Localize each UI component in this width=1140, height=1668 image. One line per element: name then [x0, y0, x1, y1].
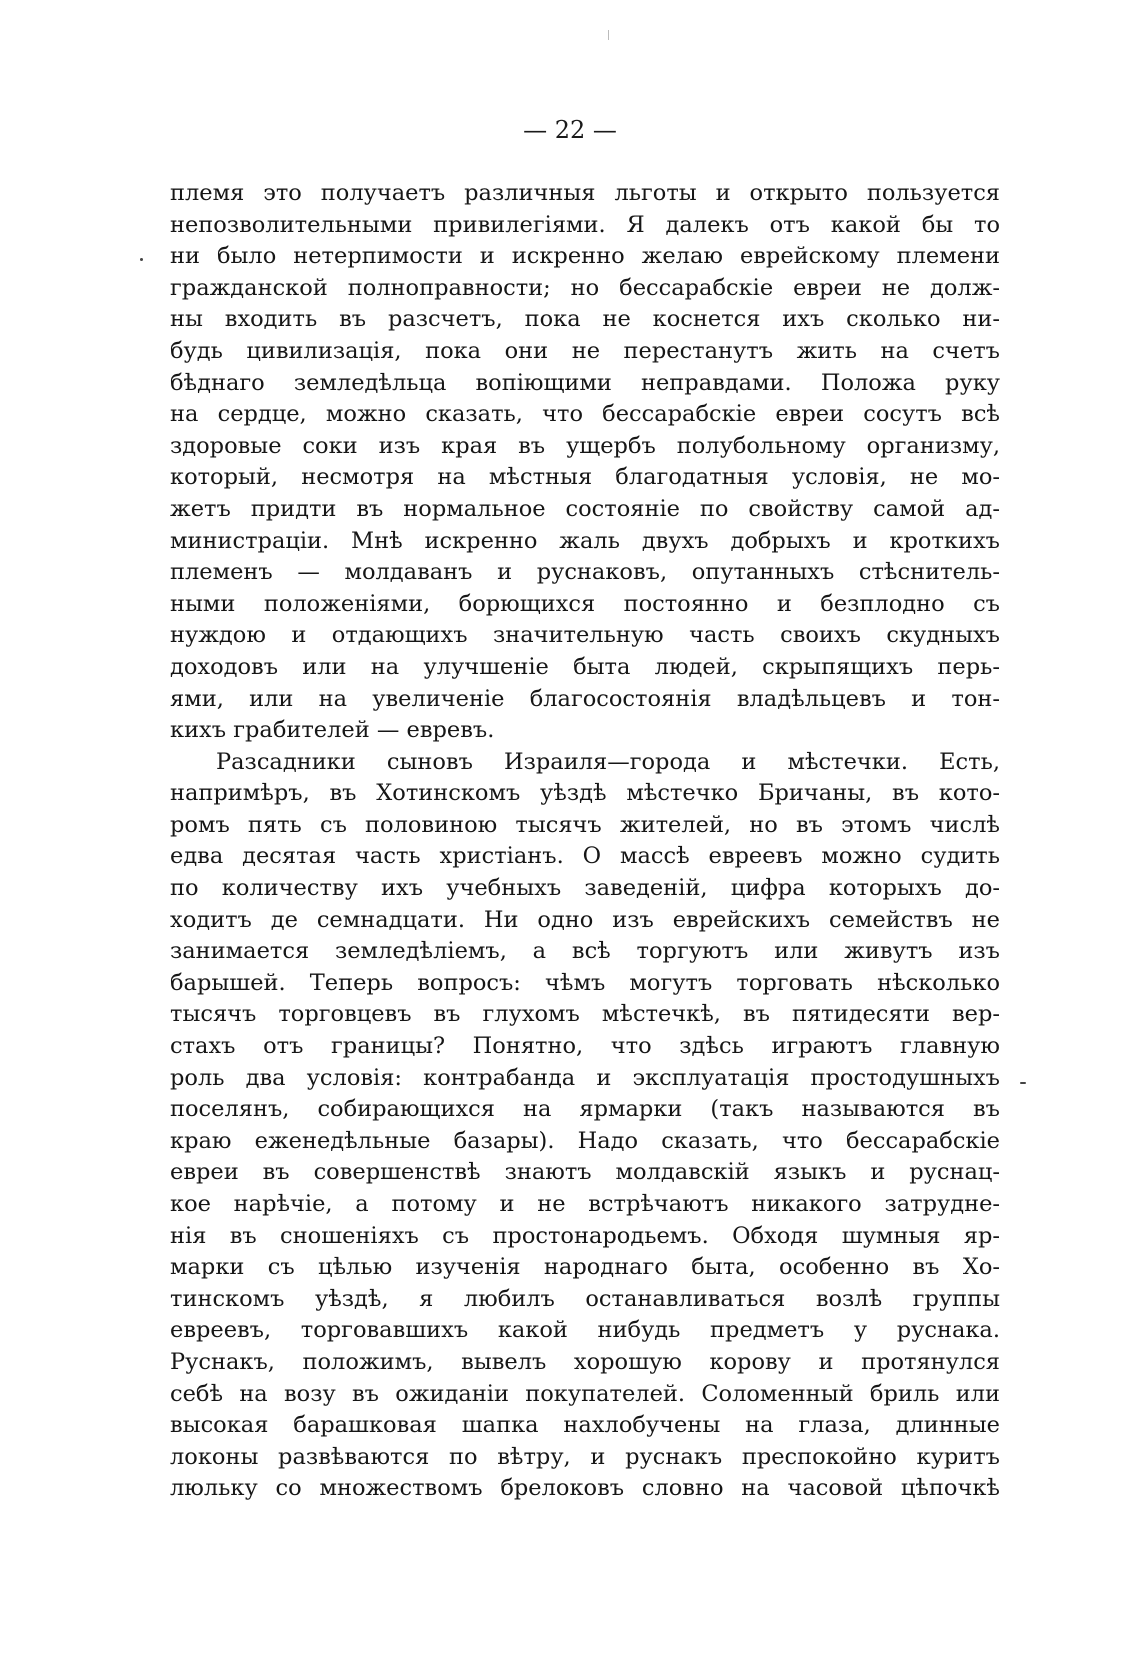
text-line: кое нарѣчіе, а потому и не встрѣчаютъ никакого затрудне-: [170, 1191, 1000, 1217]
text-line: ни было нетерпимости и искренно желаю еврейскому племени: [170, 243, 1000, 270]
text-line: занимается земледѣліемъ, а всѣ торгуютъ или живутъ изъ: [170, 938, 1000, 965]
text-line: на сердце, можно сказать, что бессарабскіе евреи сосутъ всѣ: [170, 401, 1000, 428]
text-line: здоровые соки изъ края въ ущербъ полубольному организму,: [170, 432, 1000, 459]
body-text: [170, 178, 1000, 1505]
text-line: стахъ отъ границы? Понятно, что здѣсь играютъ главную: [170, 1033, 1000, 1060]
text-line: евреевъ, торговавшихъ какой нибудь предметъ у руснака.: [170, 1317, 1000, 1344]
text-line: поселянъ, собирающихся на ярмарки (такъ называются въ: [170, 1096, 1000, 1123]
text-line: будь цивилизація, пока они не перестанутъ жить на счетъ: [170, 337, 1000, 364]
text-line: племя это получаетъ различныя льготы и открыто пользуется: [170, 180, 1000, 206]
paragraph-end-line: кихъ грабителей — евревъ.: [170, 717, 495, 744]
text-line: доходовъ или на улучшеніе быта людей, скрыпящихъ перь-: [170, 653, 1000, 680]
text-line: по количеству ихъ учебныхъ заведеній, цифра которыхъ до-: [170, 875, 1000, 902]
text-line: нія въ сношеніяхъ съ простонародьемъ. Обходя шумныя яр-: [170, 1222, 1000, 1249]
scan-speck: [608, 30, 609, 40]
text-line: министраціи. Мнѣ искренно жаль двухъ добрыхъ и кроткихъ: [170, 527, 1000, 554]
text-line: Руснакъ, положимъ, вывелъ хорошую корову и протянулся: [170, 1348, 1000, 1375]
text-line: барышей. Теперь вопросъ: чѣмъ могутъ торговать нѣсколько: [170, 969, 1000, 996]
page-number: — 22 —: [523, 116, 617, 144]
text-line: который, несмотря на мѣстныя благодатныя условія, не мо-: [170, 464, 1000, 491]
text-line: локоны развѣваются по вѣтру, и руснакъ преспокойно куритъ: [170, 1443, 1000, 1470]
text-line: роль два условія: контрабанда и эксплуатація простодушныхъ: [170, 1064, 1000, 1091]
scan-speck: [140, 258, 143, 261]
scan-speck: [1020, 1082, 1026, 1084]
text-line: ны входить въ разсчетъ, пока не коснется ихъ сколько ни-: [170, 306, 1000, 333]
text-line: евреи въ совершенствѣ знаютъ молдавскій языкъ и руснац-: [170, 1159, 1000, 1186]
text-line: марки съ цѣлью изученія народнаго быта, особенно въ Хо-: [170, 1254, 1000, 1281]
text-line: напримѣръ, въ Хотинскомъ уѣздѣ мѣстечко Бричаны, въ кото-: [170, 780, 1000, 807]
text-line: высокая барашковая шапка нахлобучены на глаза, длинные: [170, 1412, 1000, 1439]
text-line: бѣднаго земледѣльца вопіющими неправдами. Положа руку: [170, 369, 1000, 396]
text-line: ными положеніями, борющихся постоянно и безплодно съ: [170, 590, 1000, 617]
text-line: краю еженедѣльные базары). Надо сказать, что бессарабскіе: [170, 1127, 1000, 1154]
text-line: племенъ — молдаванъ и руснаковъ, опутанныхъ стѣснитель-: [170, 559, 1000, 586]
text-line: непозволительными привилегіями. Я далекъ отъ какой бы то: [170, 211, 1000, 238]
text-line: себѣ на возу въ ожиданіи покупателей. Соломенный бриль или: [170, 1380, 1000, 1407]
text-line: ромъ пять съ половиною тысячъ жителей, но въ этомъ числѣ: [170, 811, 1000, 838]
text-line: тинскомъ уѣздѣ, я любилъ останавливаться возлѣ группы: [170, 1285, 1000, 1312]
text-line: нуждою и отдающихъ значительную часть своихъ скудныхъ: [170, 622, 1000, 649]
text-line: ями, или на увеличеніе благосостоянія владѣльцевъ и тон-: [170, 685, 1000, 712]
paragraph-start-line: Разсадники сыновъ Израиля—города и мѣстечки. Есть,: [216, 748, 1000, 775]
text-line: жетъ придти въ нормальное состояніе по свойству самой ад-: [170, 495, 1000, 522]
text-line: едва десятая часть христіанъ. О массѣ евреевъ можно судить: [170, 843, 1000, 870]
text-line: гражданской полноправности; но бессарабскіе евреи не долж-: [170, 274, 1000, 301]
text-line: тысячъ торговцевъ въ глухомъ мѣстечкѣ, въ пятидесяти вер-: [170, 1001, 1000, 1028]
text-line: люльку со множествомъ брелоковъ словно на часовой цѣпочкѣ: [170, 1475, 1000, 1502]
text-line: ходитъ де семнадцати. Ни одно изъ еврейскихъ семействъ не: [170, 906, 1000, 933]
